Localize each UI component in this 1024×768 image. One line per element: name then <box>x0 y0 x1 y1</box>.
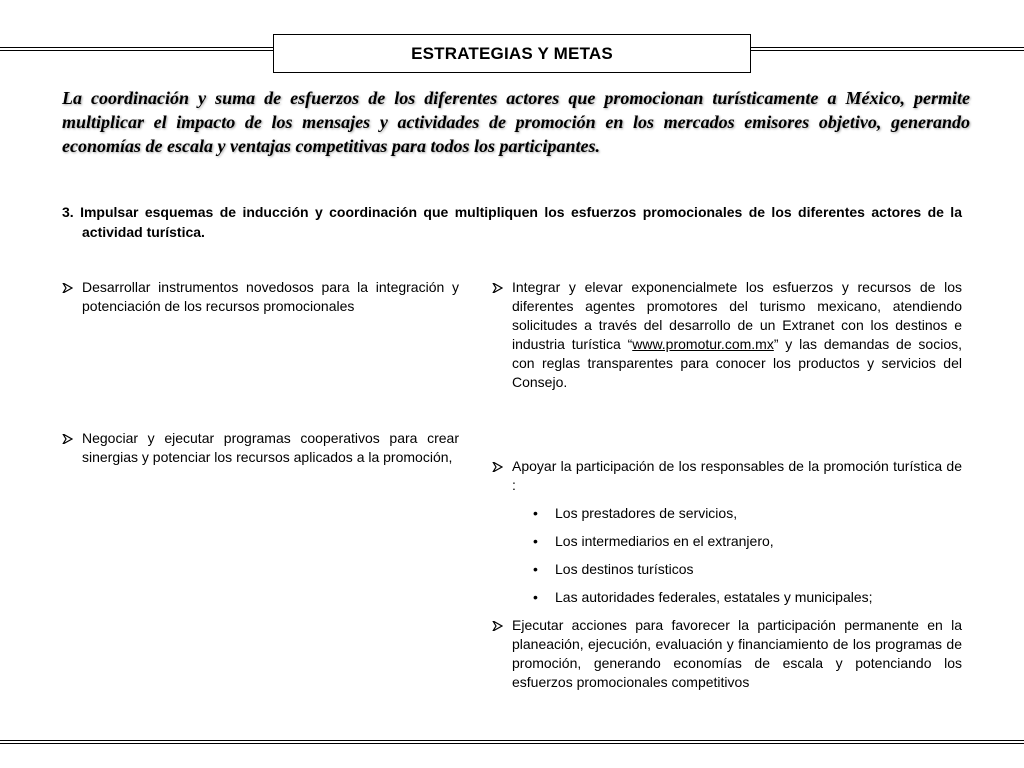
left-item-text: Negociar y ejecutar programas cooperativos para crear sinergias y potenciar los recursos aplicados a la promoción, <box>82 430 459 465</box>
sub-list-item <box>533 560 694 579</box>
arrow-bullet-icon <box>492 616 512 635</box>
promotur-link[interactable]: www.promotur.com.mx <box>632 336 774 352</box>
sub-item-text: Los intermediarios en el extranjero, <box>555 533 774 549</box>
sub-item-text: Las autoridades federales, estatales y municipales; <box>555 589 873 605</box>
bottom-rule <box>0 740 1024 741</box>
intro-paragraph: La coordinación y suma de esfuerzos de los diferentes actores que promocionan turísticamente a México, permite multiplicar el impacto de los mensajes y actividades de promoción en los mercados emisores objetivo, generando economías de escala y ventajas competitivas para todos los participantes. <box>62 88 970 156</box>
right-list-item <box>492 457 962 495</box>
sub-item-text: Los destinos turísticos <box>555 561 694 577</box>
dot-bullet-icon: • <box>533 589 538 605</box>
left-item-text: Desarrollar instrumentos novedosos para la integración y potenciación de los recursos promocionales <box>82 279 459 314</box>
right-item-text: Ejecutar acciones para favorecer la participación permanente en la planeación, ejecución, evaluación y financiamiento de los programas de promoción, generando economías de escala y potenciando los esfuerzos promocionales competitivos <box>512 617 962 690</box>
left-list-item <box>62 278 459 316</box>
page-title: ESTRATEGIAS Y METAS <box>411 43 613 63</box>
left-list-item <box>62 429 459 467</box>
sub-list-item <box>533 504 737 523</box>
right-list-item <box>492 278 962 392</box>
dot-bullet-icon: • <box>533 505 538 521</box>
bottom-rule-2 <box>0 743 1024 744</box>
right-item-text-end: ” y las demandas de socios, con reglas transparentes para conocer los productos y servicios del Consejo. <box>512 336 963 390</box>
page-title-box <box>273 34 751 73</box>
right-item-text: Apoyar la participación de los responsables de la promoción turística de : <box>512 458 962 493</box>
arrow-bullet-icon <box>62 429 82 448</box>
dot-bullet-icon: • <box>533 561 538 577</box>
right-item-text-start: Integrar y elevar exponencialmete los esfuerzos y recursos de los diferentes agentes promotores del turismo mexicano, atendiendo solicitudes a través del desarrollo de un Extranet con los destinos e industria turística “ <box>512 279 962 352</box>
sub-item-text: Los prestadores de servicios, <box>555 505 738 521</box>
arrow-bullet-icon <box>492 278 512 297</box>
strategy-heading: 3. Impulsar esquemas de inducción y coordinación que multipliquen los esfuerzos promocionales de los diferentes actores de la actividad turística. <box>62 204 962 240</box>
right-item-text <box>512 278 962 392</box>
arrow-bullet-icon <box>62 278 82 297</box>
arrow-bullet-icon <box>492 457 512 476</box>
sub-list-item <box>533 532 774 551</box>
dot-bullet-icon: • <box>533 533 538 549</box>
right-list-item <box>492 616 962 692</box>
sub-list-item <box>533 588 873 607</box>
